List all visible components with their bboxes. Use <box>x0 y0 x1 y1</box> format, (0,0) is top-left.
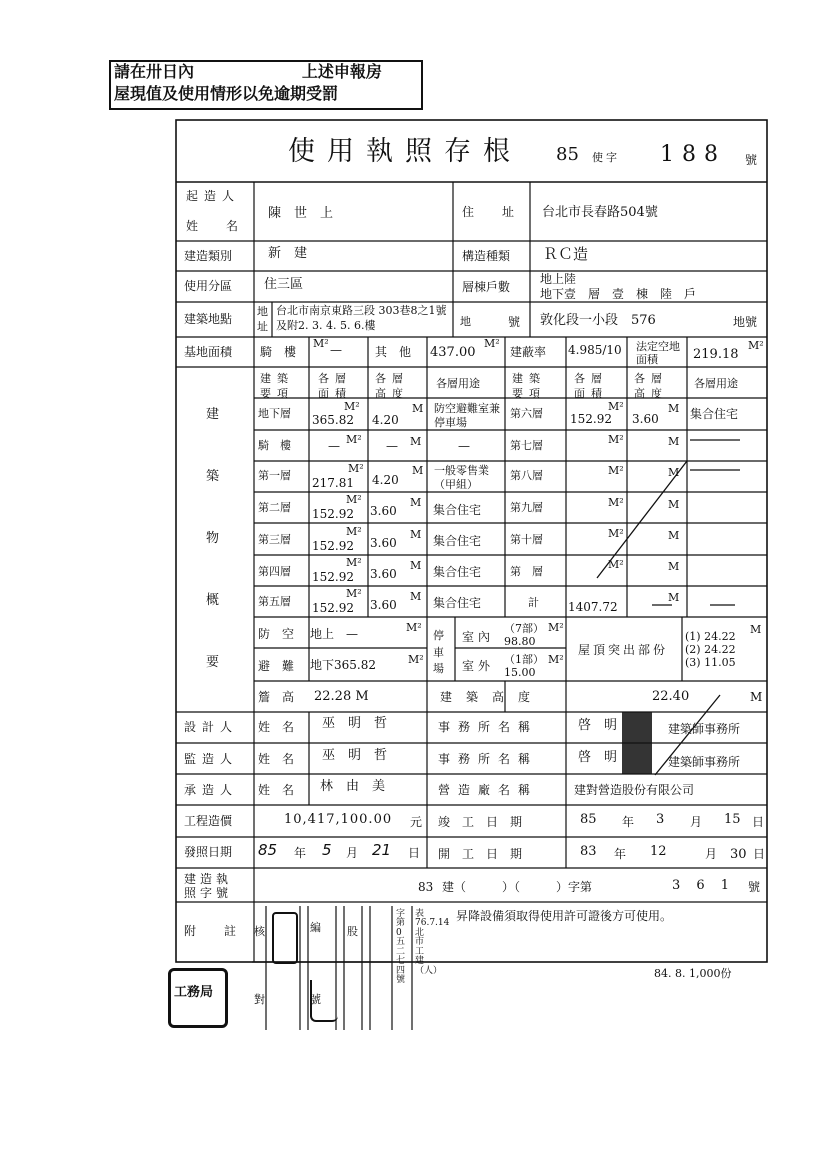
total-height-unit: M <box>668 591 680 604</box>
use-header-right: 各層用途 <box>694 377 738 390</box>
floor-area: 152.92 <box>570 412 612 426</box>
floor-height: 3.60 <box>632 412 659 426</box>
other-area: 437.00 <box>430 345 476 360</box>
storey-height-value: 22.28 M <box>314 689 369 704</box>
legal-open-unit: M² <box>748 339 764 352</box>
outdoor-value: （1部）15.00 <box>504 653 544 680</box>
permit-number: 3 6 1 <box>672 878 736 893</box>
penthouse-label: 屋頂突出部份 <box>578 643 669 657</box>
floor-name: 騎 樓 <box>258 439 291 452</box>
building-height-value: 22.40 <box>652 689 690 704</box>
floor-height-unit: M <box>412 464 424 477</box>
issue-month: 5 <box>322 841 332 859</box>
supervisor-firm: 啓 明 <box>578 750 618 765</box>
floor-area-unit: M² <box>608 433 624 446</box>
parking-label: 停車場 <box>433 629 444 675</box>
floor-height-unit: M <box>668 529 680 542</box>
handwritten-initial-1 <box>272 912 298 964</box>
issue-year: 85 <box>258 841 278 859</box>
floor-use: 一般零售業（甲組） <box>434 464 489 491</box>
elements-header-right: 建築要項 <box>512 372 546 400</box>
floor-area-unit: M² <box>608 527 624 540</box>
civil-defense-label: 防 空 <box>258 627 295 641</box>
issue-day: 21 <box>372 841 392 859</box>
structure-type-value: ＲＣ造 <box>543 245 589 263</box>
land-no-label: 號 <box>508 315 521 329</box>
completion-day: 15 <box>724 812 741 827</box>
completion-date-label: 竣工日期 <box>438 815 535 829</box>
floor-area-unit: M² <box>608 496 624 509</box>
build-category-value: 新 建 <box>268 246 308 261</box>
overview-vertical-label: 建 築 物 概 要 <box>206 407 220 670</box>
contractor-name-label: 姓 名 <box>258 783 295 797</box>
location-marker-a: 地 <box>257 305 268 318</box>
designer-label: 設計人 <box>184 720 239 734</box>
floor-area: 152.92 <box>312 539 354 553</box>
license-word: 使字 <box>592 151 620 164</box>
floor-name: 第三層 <box>258 533 291 546</box>
supervisor-label: 監造人 <box>184 752 239 766</box>
issue-date-label: 發照日期 <box>184 845 233 859</box>
construction-cost-label: 工程造價 <box>184 814 233 828</box>
floor-area-unit: M² <box>346 587 362 600</box>
floor-height: 4.20 <box>372 413 399 427</box>
start-date-label: 開工日期 <box>438 847 535 861</box>
floor-name: 第六層 <box>510 407 543 420</box>
floors-units-label: 層棟戶數 <box>462 280 511 294</box>
floor-area-unit: M² <box>348 462 364 475</box>
designer-name: 巫 明 哲 <box>322 716 388 731</box>
site-area-label: 基地面積 <box>184 345 233 359</box>
floor-area-unit: M² <box>346 493 362 506</box>
location-marker-b: 址 <box>257 320 268 333</box>
approval-edit: 編 <box>310 921 321 934</box>
floor-height-unit: M <box>412 402 424 415</box>
arcade-unit: M² <box>313 337 329 350</box>
start-year: 83 <box>580 844 597 859</box>
remark-text: 昇降設備須取得使用許可證後方可使用。 <box>456 909 673 923</box>
other-unit: M² <box>484 337 500 350</box>
floor-area-unit: M² <box>346 525 362 538</box>
indoor-value: （7部）98.80 <box>504 622 544 649</box>
currency: 元 <box>410 815 423 829</box>
penthouse-1: (1) 24.22 <box>685 630 736 643</box>
floor-height-unit: M <box>668 498 680 511</box>
builder-label: 起造人 <box>186 189 241 203</box>
floor-area: 152.92 <box>312 601 354 615</box>
location-line-1: 台北市南京東路三段 303巷8之1號 <box>276 304 447 317</box>
floor-name: 第 層 <box>510 565 543 578</box>
approval-section: 股 <box>347 925 358 938</box>
start-year-char: 年 <box>614 847 627 861</box>
indoor-label: 室內 <box>462 630 495 644</box>
floor-height-unit: M <box>668 466 680 479</box>
issue-year-char: 年 <box>294 846 307 860</box>
floor-use: — <box>458 439 470 453</box>
outdoor-unit: M² <box>548 653 564 666</box>
floor-area: 152.92 <box>312 570 354 584</box>
contractor-label: 承造人 <box>184 783 239 797</box>
construction-cost-value: 10,417,100.00 <box>284 812 393 827</box>
completion-year: 85 <box>580 812 597 827</box>
print-note: 84. 8. 1,000份 <box>654 967 732 980</box>
floor-name: 第四層 <box>258 565 291 578</box>
use-header-left: 各層用途 <box>436 377 480 390</box>
floor-area-unit: M² <box>608 400 624 413</box>
building-height-unit: M <box>750 690 763 704</box>
completion-year-char: 年 <box>622 815 635 829</box>
floor-use: 集合住宅 <box>433 596 482 610</box>
firm-seal-stamp <box>622 712 652 774</box>
shelter-label: 避 難 <box>258 659 295 673</box>
floor-height: 3.60 <box>370 567 397 581</box>
location-line-2: 及附2. 3. 4. 5. 6.樓 <box>276 319 376 332</box>
floor-height: 3.60 <box>370 536 397 550</box>
contractor-name: 林 由 美 <box>320 779 386 794</box>
floor-height: — <box>386 439 398 453</box>
floor-area-unit: M² <box>346 433 362 446</box>
floor-height-unit: M <box>668 560 680 573</box>
supervisor-firm-label: 事務所名稱 <box>438 752 539 766</box>
civil-defense-unit: M² <box>406 621 422 634</box>
floor-area-unit: M² <box>344 400 360 413</box>
build-location-label: 建築地點 <box>184 312 233 326</box>
floor-use: 集合住宅 <box>433 534 482 548</box>
coverage-value: 4.985/10 <box>568 343 622 357</box>
approval-check: 核 <box>254 925 265 938</box>
indoor-unit: M² <box>548 621 564 634</box>
approval-verify: 對 <box>254 993 265 1006</box>
floor-name: 地下層 <box>258 407 291 420</box>
issue-day-char: 日 <box>408 846 421 860</box>
elements-header-left: 建築要項 <box>260 372 294 400</box>
floor-area-unit: M² <box>346 556 362 569</box>
floor-name: 第九層 <box>510 501 543 514</box>
form-code: 表76.7.14 北市工建（人） <box>415 909 450 976</box>
height-header-left: 各層高度 <box>375 372 409 400</box>
total-area: 1407.72 <box>568 600 618 614</box>
permit-no-label: 建造執照字號 <box>184 872 233 901</box>
permit-year: 83 <box>418 880 434 894</box>
floor-name: 第七層 <box>510 439 543 452</box>
arcade-area: — <box>330 343 342 357</box>
floors-line-2: 地下壹 層 壹 棟 陸 戶 <box>540 287 697 301</box>
outdoor-label: 室外 <box>462 659 495 673</box>
designer-firm-label: 事務所名稱 <box>438 720 539 734</box>
floor-name: 第五層 <box>258 595 291 608</box>
civil-defense-value: 地上 — <box>310 627 359 641</box>
permit-suffix: 號 <box>748 880 761 894</box>
contractor-company-label: 營造廠名稱 <box>438 783 539 797</box>
use-zone-value: 住三區 <box>264 277 304 292</box>
builder-name-label: 姓 名 <box>186 219 247 233</box>
floor-height-unit: M <box>668 435 680 448</box>
shelter-unit: M² <box>408 653 424 666</box>
floor-name: 第二層 <box>258 501 291 514</box>
form-title: 使用執照存根 <box>288 136 522 167</box>
floor-height: 3.60 <box>370 598 397 612</box>
notice-line-2: 屋現值及使用情形以免逾期受罰 <box>114 84 339 103</box>
land-marker: 地 <box>460 315 471 328</box>
designer-firm-suffix: 建築師事務所 <box>668 722 741 736</box>
penthouse-2: (2) 24.22 <box>685 643 736 656</box>
legal-open-space-label: 法定空地面積 <box>636 340 680 367</box>
start-month-char: 月 <box>705 847 718 861</box>
penthouse-3: (3) 11.05 <box>685 656 736 669</box>
penthouse-unit: M <box>750 623 762 636</box>
floor-area: 365.82 <box>312 413 354 427</box>
handwritten-initial-2 <box>310 980 338 1022</box>
area-header-left: 各層面積 <box>318 372 352 400</box>
floor-use: 集合住宅 <box>690 407 739 421</box>
supervisor-firm-suffix: 建築師事務所 <box>668 755 741 769</box>
receipt-number: 字第0五二七四號 <box>396 909 406 986</box>
address-label: 住 址 <box>462 205 523 219</box>
floor-height-unit: M <box>410 435 422 448</box>
floor-area: — <box>328 439 340 453</box>
start-day: 30 <box>730 847 747 862</box>
floor-area: 217.81 <box>312 476 354 490</box>
total-label: 計 <box>528 596 539 609</box>
floor-height-unit: M <box>410 496 422 509</box>
floor-area-unit: M² <box>608 558 624 571</box>
floor-area-unit: M² <box>608 464 624 477</box>
floor-use: 集合住宅 <box>433 565 482 579</box>
floor-height-unit: M <box>668 402 680 415</box>
build-category-label: 建造類別 <box>184 249 233 263</box>
area-header-right: 各層面積 <box>574 372 608 400</box>
designer-firm: 啓 明 <box>578 718 618 733</box>
permit-text: 建（ ）（ ）字第 <box>442 880 593 894</box>
start-month: 12 <box>650 844 667 859</box>
builder-name: 陳 世 上 <box>268 206 334 221</box>
approval-stamp-grid <box>252 906 450 1030</box>
other-label: 其 他 <box>375 345 412 359</box>
contractor-company: 建對營造股份有限公司 <box>574 783 695 797</box>
floor-area: 152.92 <box>312 507 354 521</box>
floor-use: 防空避難室兼停車場 <box>434 402 500 429</box>
floor-height-unit: M <box>410 590 422 603</box>
approval-number: 號 <box>310 993 321 1006</box>
floor-height: 4.20 <box>372 473 399 487</box>
issue-month-char: 月 <box>346 846 359 860</box>
height-header-right: 各層高度 <box>634 372 668 400</box>
coverage-label: 建蔽率 <box>510 345 547 359</box>
office-stamp-text: 工務局 <box>174 985 214 1000</box>
floor-name: 第十層 <box>510 533 543 546</box>
land-section: 敦化段一小段 576 <box>540 313 656 328</box>
notice-line-1: 請在卅日內 上述申報房 <box>114 62 382 81</box>
address-value: 台北市長春路504號 <box>542 205 658 220</box>
use-zone-label: 使用分區 <box>184 279 233 293</box>
floors-line-1: 地上陸 <box>540 272 577 286</box>
completion-month-char: 月 <box>690 815 703 829</box>
designer-name-label: 姓 名 <box>258 720 295 734</box>
structure-type-label: 構造種類 <box>462 249 511 263</box>
shelter-value: 地下365.82 <box>310 658 376 672</box>
license-number: 188 <box>660 142 726 167</box>
remarks-label: 附 註 <box>184 924 245 938</box>
storey-height-label: 簷 高 <box>258 690 295 704</box>
start-day-char: 日 <box>753 847 766 861</box>
building-height-label: 建築高度 <box>440 690 545 704</box>
legal-open-area: 219.18 <box>693 347 739 362</box>
supervisor-name-label: 姓 名 <box>258 752 295 766</box>
floor-use: 集合住宅 <box>433 503 482 517</box>
completion-day-char: 日 <box>752 815 765 829</box>
license-year: 85 <box>556 144 579 165</box>
land-suffix: 地號 <box>733 315 758 329</box>
supervisor-name: 巫 明 哲 <box>322 748 388 763</box>
floor-height: 3.60 <box>370 504 397 518</box>
arcade-label: 騎 樓 <box>260 345 297 359</box>
completion-month: 3 <box>656 812 665 827</box>
floor-name: 第一層 <box>258 469 291 482</box>
license-suffix: 號 <box>745 153 758 167</box>
floor-height-unit: M <box>410 559 422 572</box>
floor-height-unit: M <box>410 528 422 541</box>
floor-name: 第八層 <box>510 469 543 482</box>
